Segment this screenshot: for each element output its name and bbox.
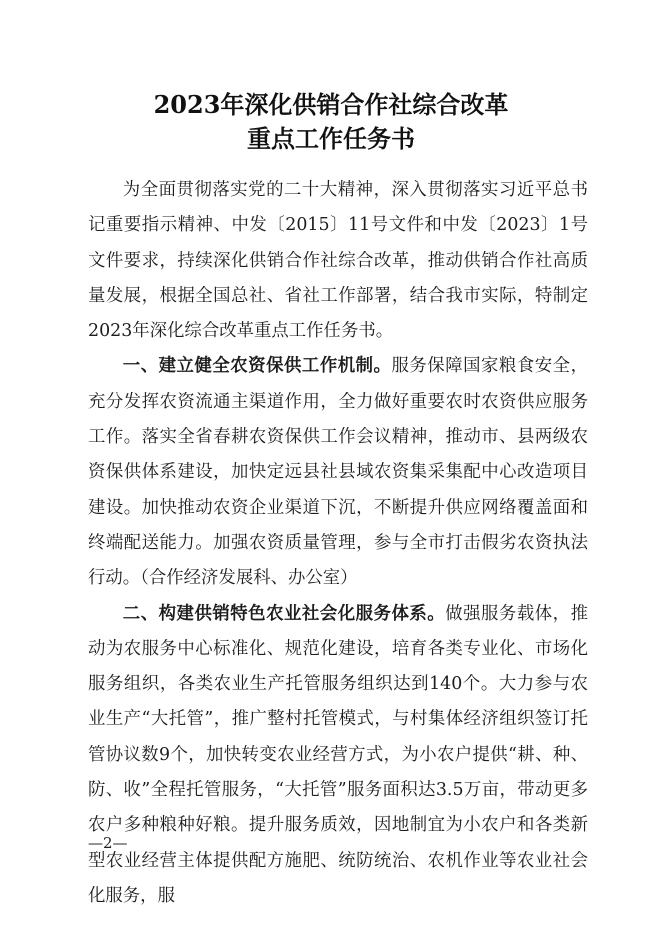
document-title-line2: 重点工作任务书 [247, 124, 415, 153]
section-text-1: 服务保障国家粮食安全，充分发挥农资流通主渠道作用，全力做好重要农时农资供应服务工作。落实全省春耕农资保供工作会议精神，推动市、县两级农资保供体系建设，加快定远县社县域农资集采集配中心改造项目建设。加快推动农资企业渠道下沉，不断提升供应网络覆盖面和终端配送能力。加强农资质量管理，参与全市打击假劣农资执法行动。（合作经济发展科、办公室） [88, 356, 588, 589]
document-body [88, 173, 588, 914]
section-heading-1: 一、建立健全农资保供工作机制。 [122, 356, 392, 377]
section-text-2: 做强服务载体，推动为农服务中心标准化、规范化建设，培育各类专业化、市场化服务组织，各类农业生产托管服务组织达到140个。大力参与农业生产“大托管”，推广整村托管模式，与村集体经济组织签订托管协议数9个，加快转变农业经营方式，为小农户提供“耕、种、防、收”全程托管服务，“大托管”服务面积达3.5万亩，带动更多农户多种粮种好粮。提升服务质效，因地制宜为小农户和各类新型农业经营主体提供配方施肥、统防统治、农机作业等农业社会化服务，服 [88, 603, 588, 906]
section-heading-2: 二、构建供销特色农业社会化服务体系。 [122, 603, 446, 624]
section-paragraph-1 [88, 349, 588, 596]
document-title-line1: 2023年深化供销合作社综合改革 [153, 90, 509, 119]
page-number: —2— [88, 834, 128, 852]
intro-paragraph: 为全面贯彻落实党的二十大精神，深入贯彻落实习近平总书记重要指示精神、中发〔2015〕11号文件和中发〔2023〕1号文件要求，持续深化供销合作社综合改革，推动供销合作社高质量发展，根据全国总社、省社工作部署，结合我市实际，特制定2023年深化综合改革重点工作任务书。 [88, 180, 588, 342]
section-paragraph-2 [88, 597, 588, 915]
